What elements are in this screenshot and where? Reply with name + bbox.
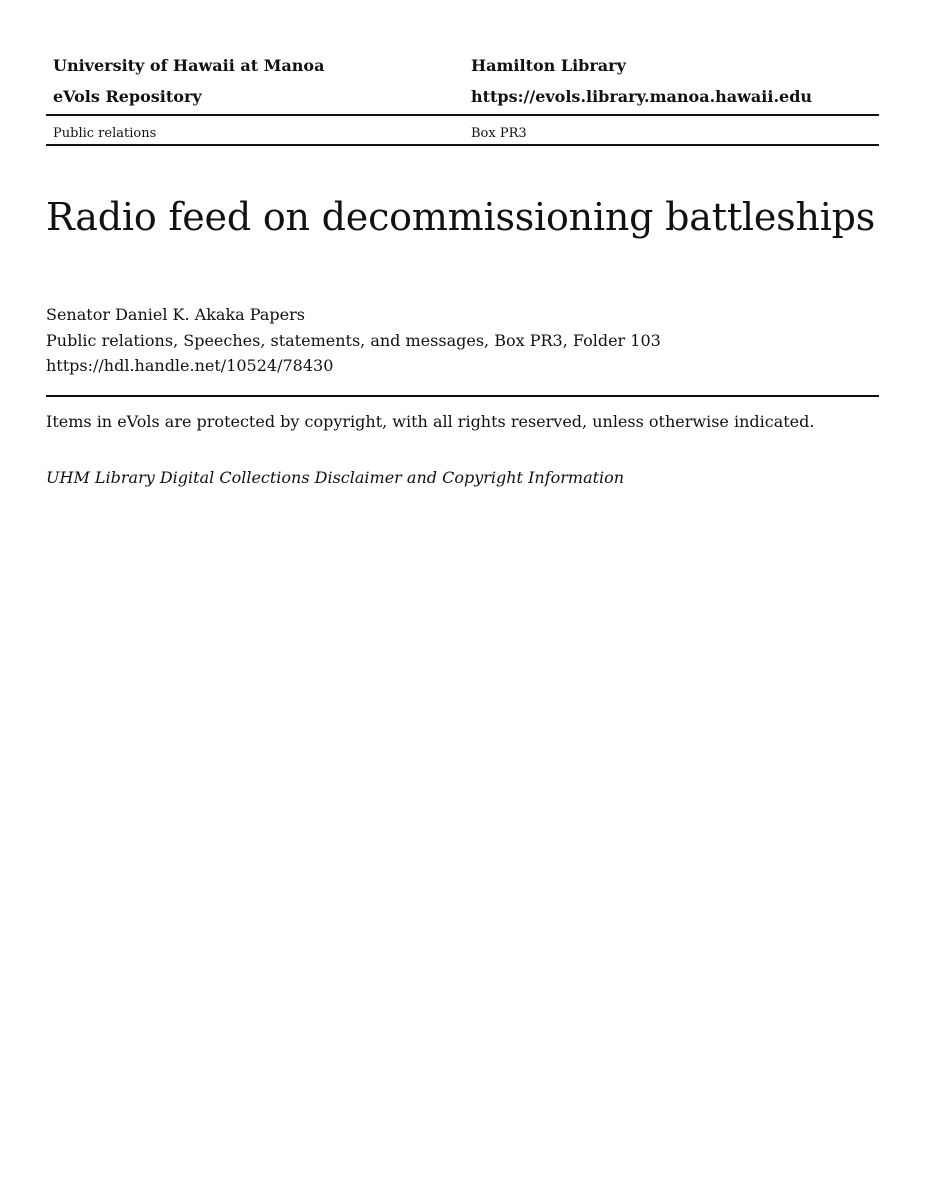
rights-statement: Items in eVols are protected by copyright, with all rights reserved, unless otherwise indicated. (46, 412, 815, 431)
repository-url[interactable]: https://evols.library.manoa.hawaii.edu (471, 87, 813, 106)
folder-location: Public relations, Speeches, statements, and messages, Box PR3, Folder 103 (46, 330, 661, 350)
header-rule-bottom (46, 144, 879, 146)
collection-name: Senator Daniel K. Akaka Papers (46, 305, 305, 324)
document-title: Radio feed on decommissioning battleships (46, 195, 876, 239)
header-row-1 (46, 52, 879, 83)
section-divider (46, 395, 879, 397)
handle-link[interactable]: https://hdl.handle.net/10524/78430 (46, 356, 334, 375)
institution-name: University of Hawaii at Manoa (53, 56, 325, 75)
box-label: Box PR3 (471, 126, 527, 141)
disclaimer-link[interactable]: UHM Library Digital Collections Disclaimer and Copyright Information (46, 468, 625, 487)
document-metadata (46, 302, 661, 379)
series-label: Public relations (53, 126, 157, 141)
library-name: Hamilton Library (471, 56, 626, 75)
header-table (46, 52, 879, 146)
repository-name: eVols Repository (53, 87, 202, 106)
header-row-2 (46, 83, 879, 114)
header-row-3 (46, 116, 879, 144)
